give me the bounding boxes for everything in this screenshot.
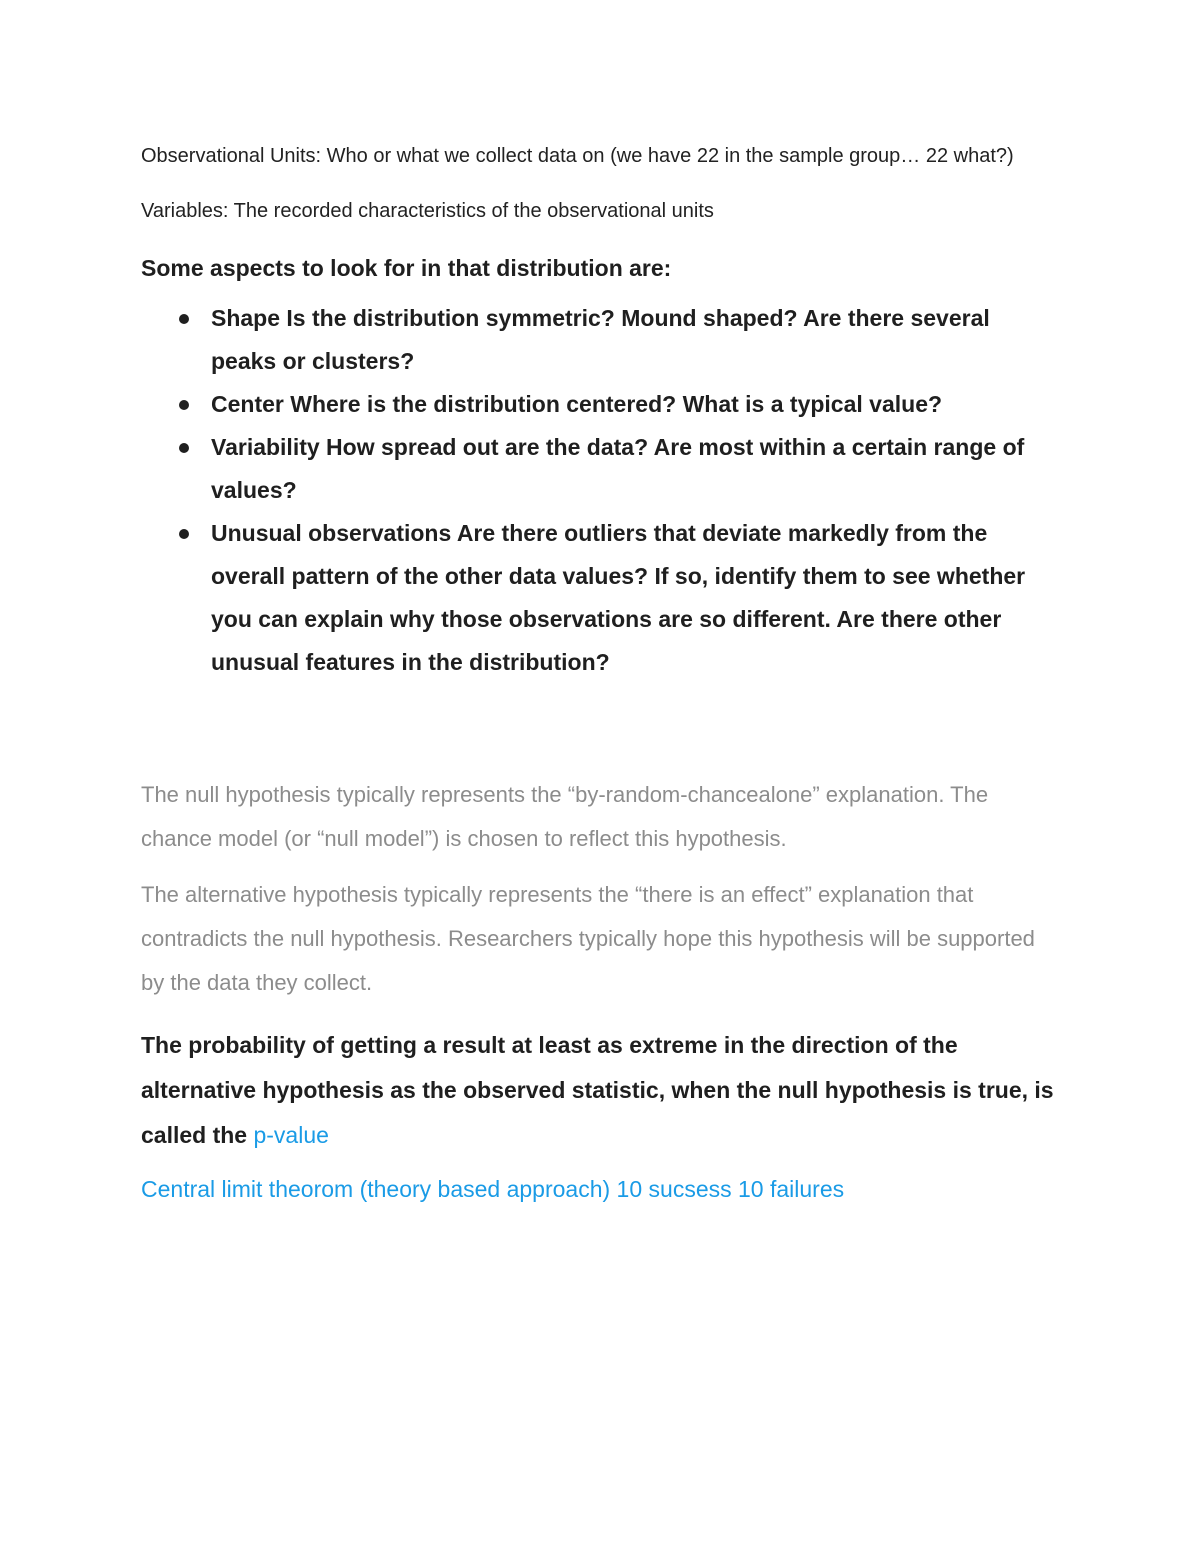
pvalue-definition: [141, 1023, 1061, 1158]
bullet-icon: [179, 314, 189, 324]
aspect-text: Center Where is the distribution centered? What is a typical value?: [211, 391, 943, 417]
pvalue-text: The probability of getting a result at least as extreme in the direction of the alternative hypothesis as the observed statistic, when the null hypothesis is true, is called the: [141, 1032, 1054, 1148]
document-page: [141, 142, 1061, 1204]
aspect-unusual-observations: [141, 512, 1061, 684]
aspect-variability: [141, 426, 1061, 512]
null-hypothesis-paragraph: The null hypothesis typically represents the “by-random-chancealone” explanation. The chance model (or “null model”) is chosen to reflect this hypothesis.: [141, 782, 989, 851]
bullet-icon: [179, 529, 189, 539]
alternative-hypothesis-paragraph: The alternative hypothesis typically represents the “there is an effect” explanation that contradicts the null hypothesis. Researchers typically hope this hypothesis will be supported by the data they collect.: [141, 882, 1035, 995]
variables-definition: Variables: The recorded characteristics of the observational units: [141, 200, 714, 222]
aspect-text: Variability How spread out are the data? Are most within a certain range of values?: [211, 434, 1025, 503]
observational-units-definition: Observational Units: Who or what we collect data on (we have 22 in the sample group… 22 what?): [141, 145, 1014, 167]
aspect-text: Shape Is the distribution symmetric? Mound shaped? Are there several peaks or clusters?: [211, 305, 990, 374]
aspect-center: [141, 383, 1061, 426]
aspects-heading: Some aspects to look for in that distribution are:: [141, 255, 672, 281]
aspect-text: Unusual observations Are there outliers that deviate markedly from the overall pattern of the other data values? If so, identify them to see whether you can explain why those observations are so different. Are there other unusual features in the distribution?: [211, 520, 1026, 675]
aspects-list: [141, 297, 1061, 684]
bullet-icon: [179, 400, 189, 410]
central-limit-theorem-note: Central limit theorom (theory based approach) 10 sucsess 10 failures: [141, 1176, 845, 1202]
pvalue-term: p-value: [253, 1122, 329, 1148]
aspect-shape: [141, 297, 1061, 383]
bullet-icon: [179, 443, 189, 453]
